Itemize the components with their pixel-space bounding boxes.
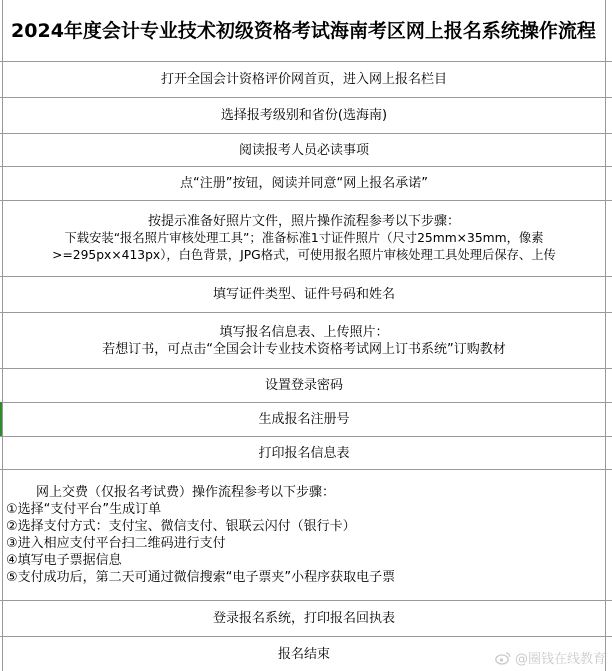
step-text: ③进入相应支付平台扫二维码进行支付: [6, 536, 226, 551]
step-cell: [3, 134, 605, 166]
page-title: 2024年度会计专业技术初级资格考试海南考区网上报名系统操作流程: [11, 19, 596, 42]
step-text: 打开全国会计资格评价网首页，进入网上报名栏目: [160, 72, 447, 87]
step-text: 生成报名注册号: [258, 412, 350, 427]
step-text: ⑤支付成功后，第二天可通过微信搜索“电子票夹”小程序获取电子票: [6, 570, 396, 585]
step-cell: [3, 277, 605, 312]
step-text: 登录报名系统，打印报名回执表: [212, 611, 395, 626]
step-text: 按提示准备好照片文件，照片操作流程参考以下步骤：: [147, 214, 460, 229]
step-text: ②选择支付方式：支付宝、微信支付、银联云闪付（银行卡）: [6, 519, 356, 534]
step-cell: [3, 62, 605, 97]
step-cell: [3, 403, 605, 436]
step-text: 网上交费（仅报名考试费）操作流程参考以下步骤：: [36, 485, 336, 500]
step-text: 点“注册”按钮，阅读并同意“网上报名承诺”: [180, 176, 428, 191]
step-cell: [3, 437, 605, 469]
step-text: 填写证件类型、证件号码和姓名: [212, 287, 395, 302]
step-cell: [3, 98, 605, 133]
row-marker: [0, 402, 2, 436]
step-text: 阅读报考人员必读事项: [238, 142, 369, 158]
weibo-icon: [495, 651, 511, 665]
step-text: 若想订书，可点击“全国会计专业技术资格考试网上订书系统”订购教材: [102, 341, 506, 357]
step-cell: [3, 201, 605, 276]
step-cell: [3, 167, 605, 200]
step-text: ④填写电子票据信息: [6, 553, 122, 568]
step-cell: [3, 369, 605, 402]
grid-line-right: [605, 0, 606, 671]
watermark-text: @圈钱在线教育: [514, 652, 606, 667]
step-cell: [3, 313, 605, 368]
step-text: 打印报名信息表: [258, 445, 350, 461]
step-text: 报名结束: [277, 646, 330, 662]
step-cell: [3, 601, 605, 636]
step-text: ①选择“支付平台”生成订单: [6, 502, 162, 517]
step-text: 设置登录密码: [264, 378, 343, 393]
watermark: [495, 648, 606, 667]
step-text: 选择报考级别和省份(选海南): [220, 108, 388, 123]
step-text: 下载安装“报名照片审核处理工具”；准备标准1寸证件照片（尺寸25mm×35mm，像素: [64, 231, 544, 245]
step-text: >=295px×413px），白色背景，JPG格式，可使用报名照片审核处理工具处理后保存、上传: [52, 248, 556, 262]
step-text: 填写报名信息表、上传照片：: [219, 324, 389, 340]
step-cell: [3, 470, 605, 600]
